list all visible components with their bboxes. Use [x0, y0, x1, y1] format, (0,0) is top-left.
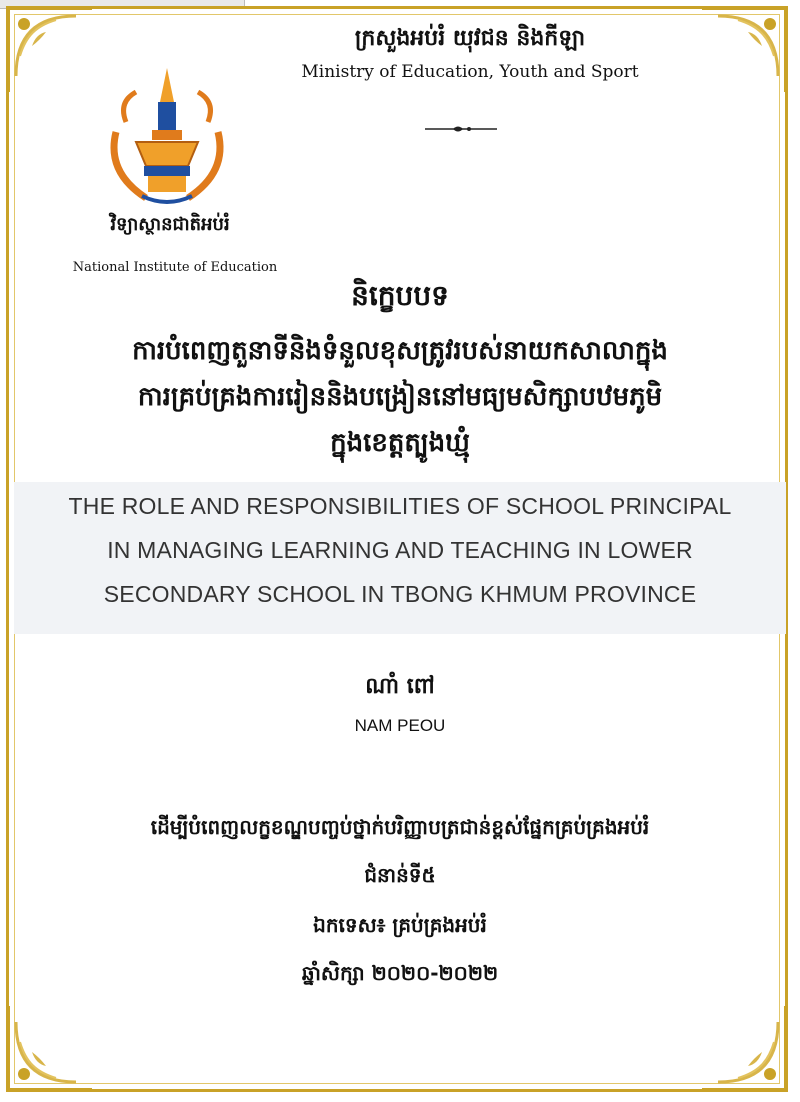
degree-purpose: ដើម្បីបំពេញលក្ខខណ្ឌបញ្ចប់ថ្នាក់បរិញ្ញាបត្រជាន់ខ្ពស់ផ្នែកគ្រប់គ្រងអប់រំ [150, 815, 650, 839]
institute-name-khmer: វិទ្យាស្ថានជាតិអប់រំ [110, 214, 230, 235]
corner-ornament-icon [6, 6, 94, 94]
academic-year: ឆ្នាំសិក្សា ២០២០-២០២២ [301, 961, 499, 985]
thesis-title-english-line: IN MANAGING LEARNING AND TEACHING IN LOWER [107, 537, 693, 563]
thesis-title-english-line: SECONDARY SCHOOL IN TBONG KHMUM PROVINCE [103, 581, 697, 607]
cohort-generation: ជំនាន់ទី៥ [364, 863, 436, 887]
major-field: ឯកទេស៖ គ្រប់គ្រងអប់រំ [313, 913, 487, 937]
institute-emblem-icon [96, 62, 238, 214]
ministry-name-khmer: ក្រសួងអប់រំ យុវជន និងកីឡា [354, 26, 586, 51]
thesis-title-khmer-line: ការបំពេញតួនាទីនិងទំនួលខុសត្រូវរបស់នាយកសាលាក្នុង [132, 336, 668, 366]
author-name-khmer: ណាំ ពៅ [365, 674, 435, 699]
corner-ornament-icon [700, 1004, 788, 1092]
thesis-title-khmer [20, 328, 780, 466]
author-name-english: NAM PEOU [354, 716, 446, 735]
ministry-name-english: Ministry of Education, Youth and Sport [301, 62, 639, 82]
thesis-title-english-line: THE ROLE AND RESPONSIBILITIES OF SCHOOL PRINCIPAL [68, 493, 732, 519]
corner-ornament-icon [6, 1004, 94, 1092]
thesis-title-khmer-line: ក្នុងខេត្តត្បូងឃ្មុំ [330, 428, 470, 458]
ornamental-divider-icon [425, 124, 497, 134]
institute-name-english: National Institute of Education [72, 260, 278, 275]
corner-ornament-icon [700, 6, 788, 94]
thesis-title-english [14, 484, 786, 616]
thesis-label: និក្ខេបបទ [351, 279, 449, 312]
thesis-title-khmer-line: ការគ្រប់គ្រងការរៀននិងបង្រៀននៅមធ្យមសិក្សាបឋមភូមិ [137, 382, 663, 412]
